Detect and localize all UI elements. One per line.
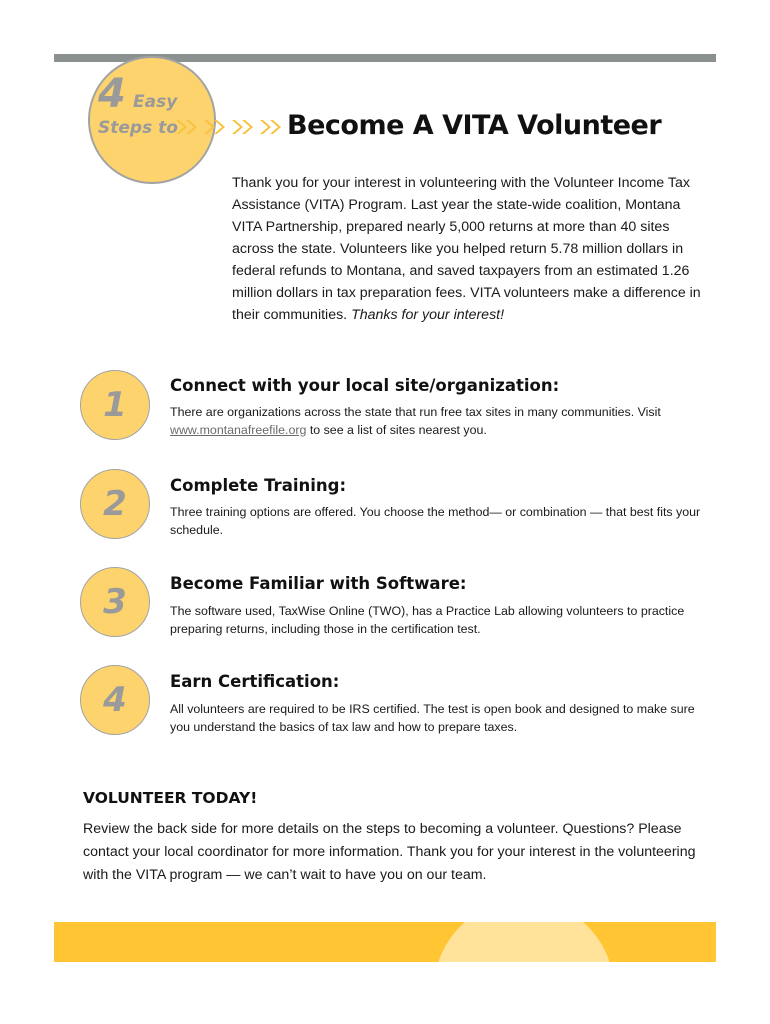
intro-lead-text: Thank you for your interest in volunteering with the Volunteer Income Tax Assistance (VITA) Program. Last year the state-wide coalition, Montana VITA Partnership, prepared nearly 5,000 returns at more than 40 sites across the state. Volunteers like you helped return 5.78 million dollars in federal refunds to Montana, and saved taxpayers from an estimated 1.26 million dollars in tax preparation fees. VITA volunteers make a difference in their communities. <box>232 175 701 323</box>
step-text-before: There are organizations across the state that run free tax sites in many communities. Visit <box>170 405 661 419</box>
step-title: Complete Training: <box>170 476 347 495</box>
step-text-after: to see a list of sites nearest you. <box>309 422 487 437</box>
intro-closing-text: Thanks for your interest! <box>351 307 505 323</box>
badge-steps-label: Steps to <box>98 118 178 138</box>
step-title: Connect with your local site/organization: <box>170 376 560 395</box>
badge-number: 4 <box>98 71 126 117</box>
step-description: All volunteers are required to be IRS certified. The test is open book and designed to make sure you understand the basics of tax law and how to prepare taxes. <box>170 702 695 734</box>
volunteer-today-body: Review the back side for more details on the steps to becoming a volunteer. Questions? Please contact your local coordinator for more information. Thank you for your interest in the volunteering with the VITA program — we can’t wait to have you on our team. <box>83 821 696 883</box>
intro-paragraph <box>232 172 712 326</box>
chevron-arrows-icon <box>174 116 284 138</box>
badge-easy-label: Easy <box>133 92 178 112</box>
step-title: Become Familiar with Software: <box>170 574 467 593</box>
step-number-badge: 1 <box>80 370 150 440</box>
step-description: The software used, TaxWise Online (TWO), has a Practice Lab allowing volunteers to practice preparing returns, including those in the certification test. <box>170 604 685 636</box>
page-title: Become A VITA Volunteer <box>287 110 662 141</box>
step-description <box>170 404 715 439</box>
montanafreefile-link[interactable]: www.montanafreefile.org <box>170 422 307 437</box>
volunteer-today-heading: VOLUNTEER TODAY! <box>83 789 258 807</box>
step-description: Three training options are offered. You choose the method— or combination — that best fits your schedule. <box>170 505 701 537</box>
bottom-decorative-band <box>54 922 716 962</box>
step-number-badge: 2 <box>80 469 150 539</box>
step-number-badge: 4 <box>80 665 150 735</box>
bottom-arc-decoration <box>434 922 614 962</box>
step-number-badge: 3 <box>80 567 150 637</box>
step-title: Earn Certification: <box>170 672 340 691</box>
